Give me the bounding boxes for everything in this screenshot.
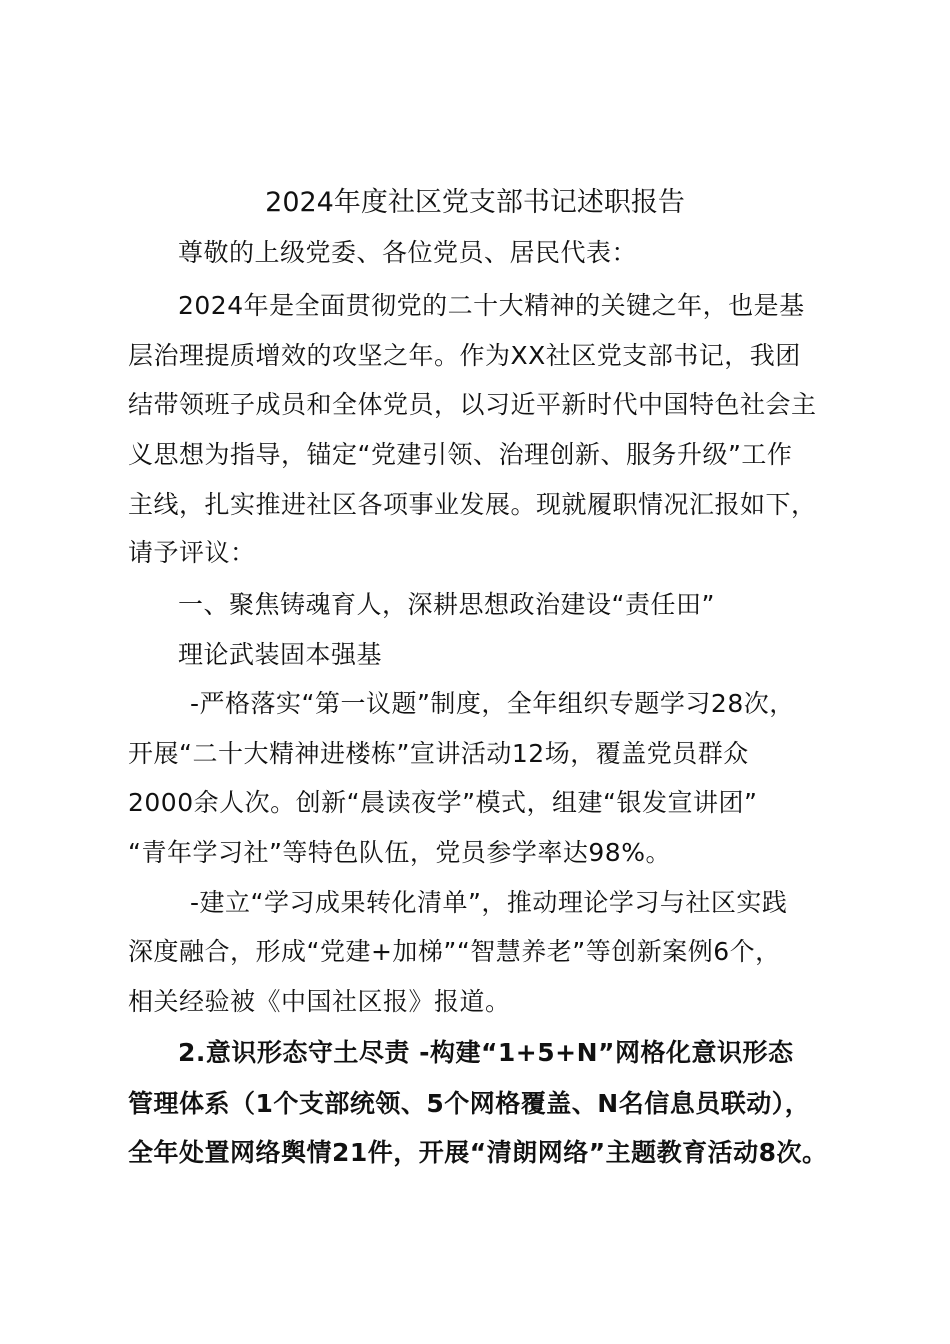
paragraph-line: 相关经验被《中国社区报》报道。 bbox=[128, 987, 511, 1016]
bold-paragraph-line: 2.意识形态守土尽责 -构建“1+5+N”网格化意识形态 bbox=[178, 1038, 794, 1067]
paragraph-line: 层治理提质增效的攻坚之年。作为XX社区党支部书记，我团 bbox=[128, 341, 801, 370]
paragraph-line: “青年学习社”等特色队伍，党员参学率达98%。 bbox=[128, 838, 671, 867]
paragraph-line: 2024年是全面贯彻党的二十大精神的关键之年，也是基 bbox=[178, 291, 805, 320]
bold-paragraph-line: 全年处置网络舆情21件，开展“清朗网络”主题教育活动8次。 bbox=[128, 1138, 828, 1167]
paragraph-line: 义思想为指导，锚定“党建引领、治理创新、服务升级”工作 bbox=[128, 440, 793, 469]
section-heading: 一、聚焦铸魂育人，深耕思想政治建设“责任田” bbox=[178, 590, 715, 619]
subsection-heading: 理论武装固本强基 bbox=[178, 640, 383, 669]
salutation: 尊敬的上级党委、各位党员、居民代表： bbox=[178, 238, 638, 267]
document-title: 2024年度社区党支部书记述职报告 bbox=[265, 187, 685, 218]
paragraph-line: 请予评议： bbox=[128, 538, 256, 567]
paragraph-line: -建立“学习成果转化清单”，推动理论学习与社区实践 bbox=[190, 888, 788, 917]
paragraph-line: 开展“二十大精神进楼栋”宣讲活动12场，覆盖党员群众 bbox=[128, 739, 749, 768]
paragraph-line: 2000余人次。创新“晨读夜学”模式，组建“银发宣讲团” bbox=[128, 788, 758, 817]
paragraph-line: 深度融合，形成“党建+加梯”“智慧养老”等创新案例6个， bbox=[128, 937, 781, 966]
paragraph-line: 结带领班子成员和全体党员，以习近平新时代中国特色社会主 bbox=[128, 390, 817, 419]
bold-paragraph-line: 管理体系（1个支部统领、5个网格覆盖、N名信息员联动）， bbox=[128, 1089, 811, 1118]
paragraph-line: 主线，扎实推进社区各项事业发展。现就履职情况汇报如下， bbox=[128, 490, 817, 519]
paragraph-line: -严格落实“第一议题”制度，全年组织专题学习28次， bbox=[190, 689, 795, 718]
